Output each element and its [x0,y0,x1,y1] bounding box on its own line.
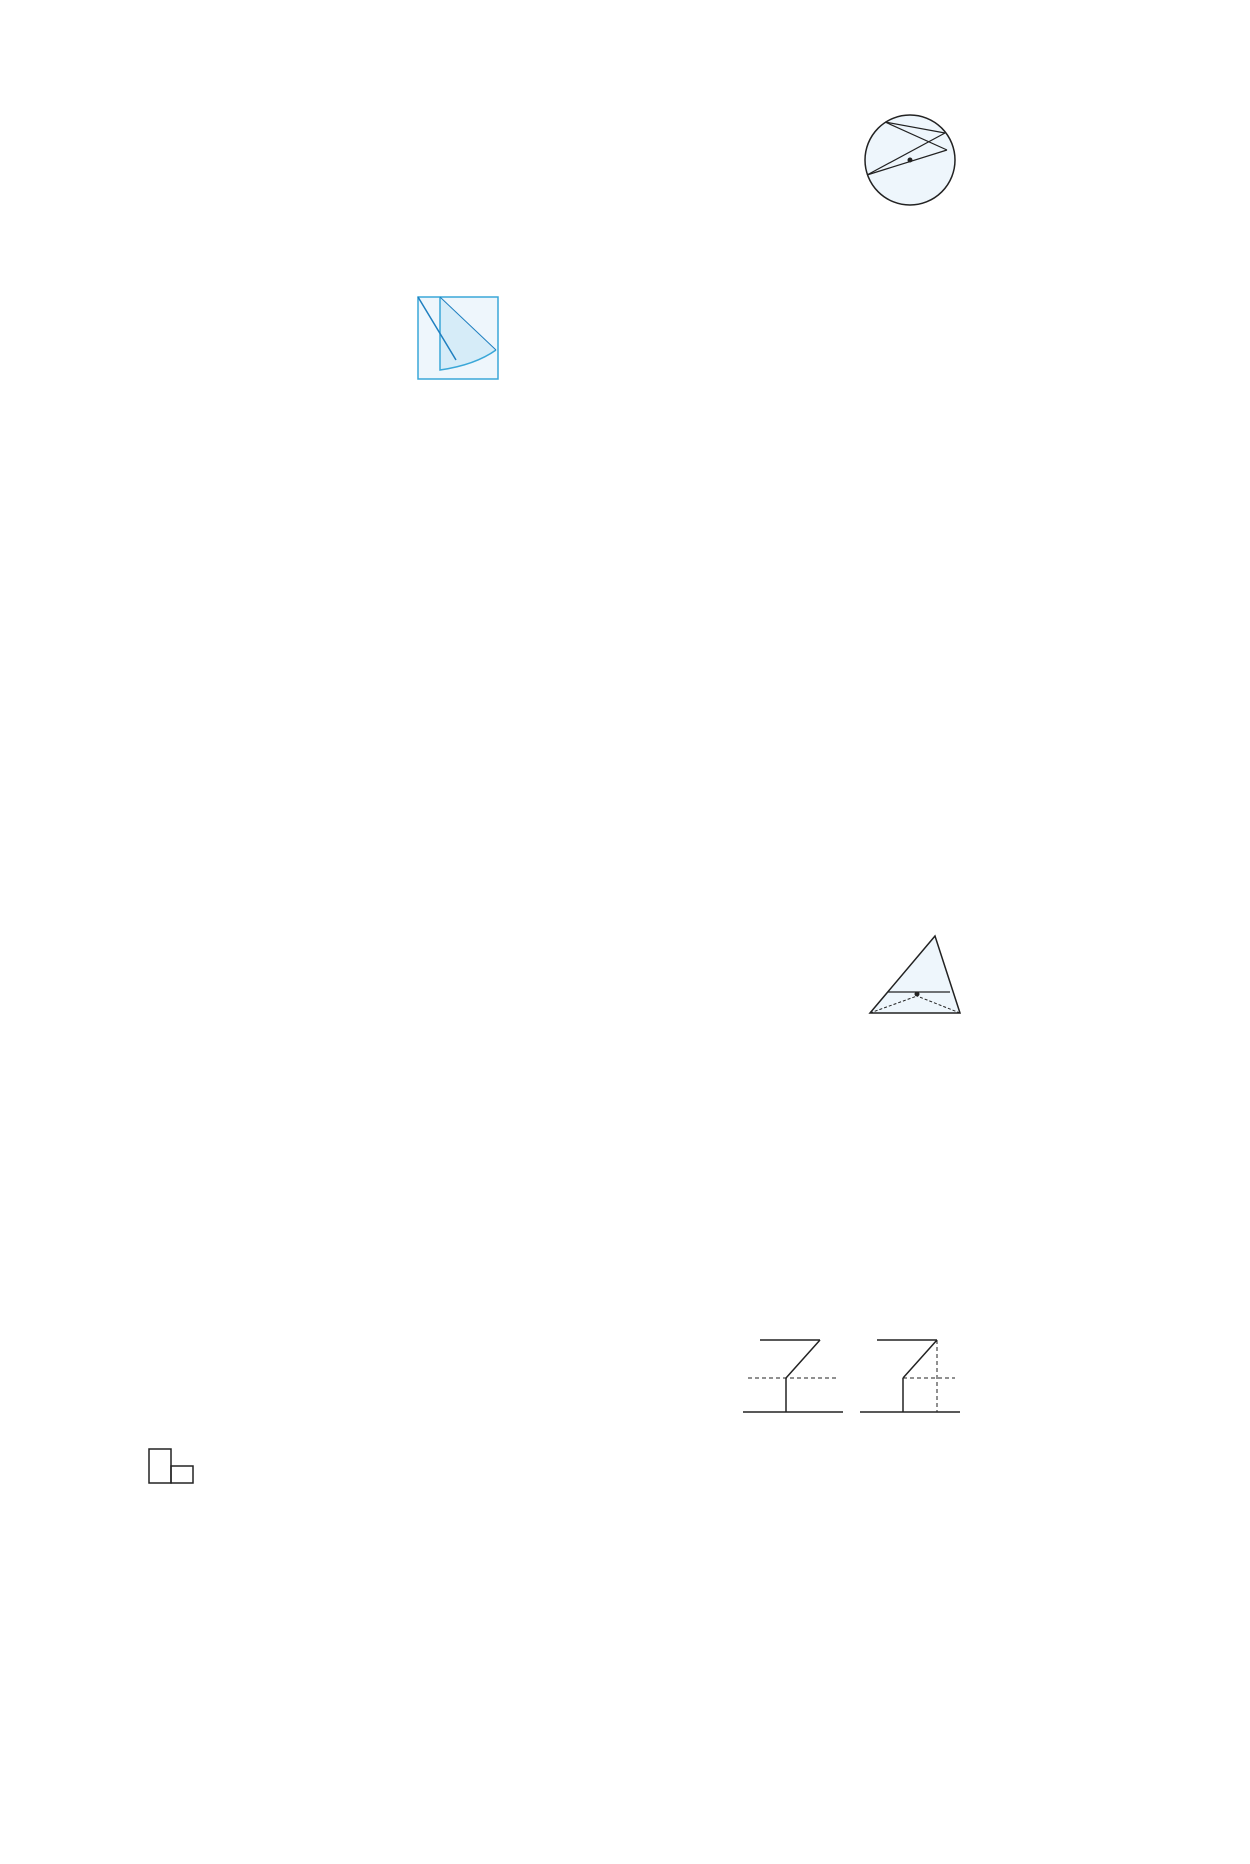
item15-figure-1 [738,1330,848,1425]
item15-figure-2 [855,1330,965,1425]
figure-2-square [410,285,520,415]
left-view-figure [148,1448,194,1486]
triangle-figure [860,928,970,1023]
circle-figure [855,100,965,210]
